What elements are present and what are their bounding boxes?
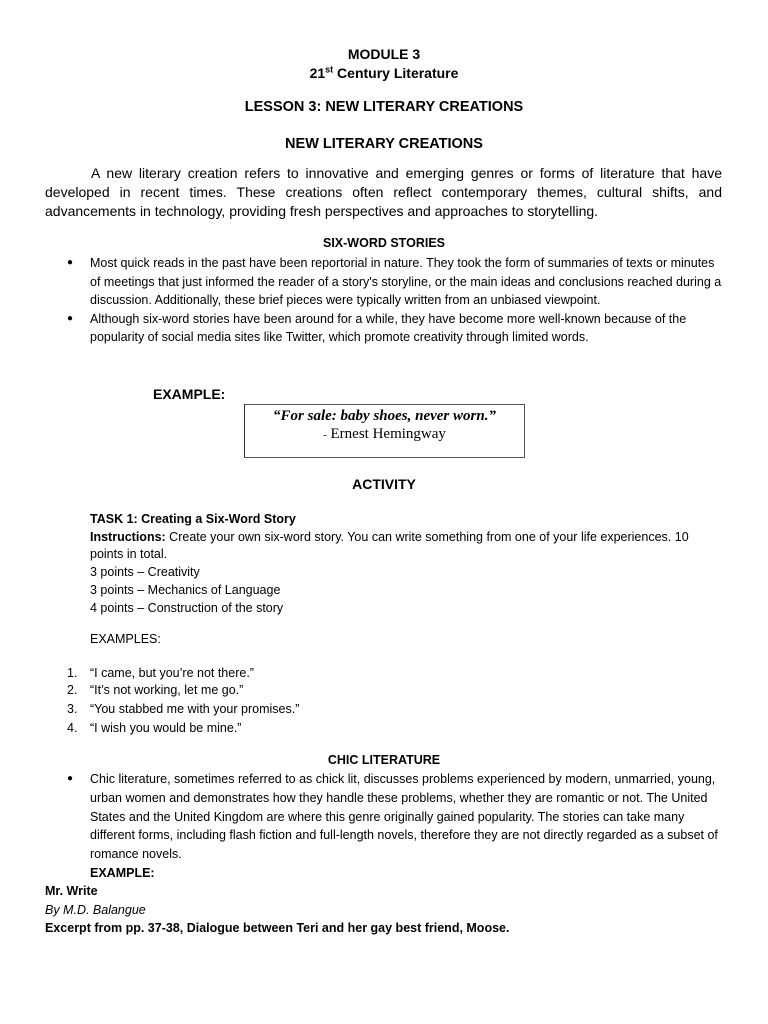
instructions-label: Instructions: xyxy=(90,529,166,544)
examples-list xyxy=(67,665,567,737)
item-number: 3. xyxy=(67,702,78,716)
examples-label: EXAMPLES: xyxy=(90,632,161,646)
module-title: MODULE 3 xyxy=(347,46,421,62)
bullet-text: Most quick reads in the past have been reportorial in nature. They took the form of summaries of texts or minutes of meetings that just informed the reader of a story's storyline, or the main ideas and conclusions reached during a discussion. Additionally, these brief pieces were typically written from an unbiased viewpoint. xyxy=(90,256,722,308)
book-title: Mr. Write xyxy=(45,884,98,898)
course-ordinal-suffix: st xyxy=(325,64,334,75)
quote-box xyxy=(244,404,525,458)
list-item xyxy=(67,665,567,682)
task-title: TASK 1: Creating a Six-Word Story xyxy=(90,512,296,526)
quote-dash: - xyxy=(323,429,327,441)
list-item xyxy=(67,720,567,737)
bullet-text: Chic literature, sometimes referred to as chick lit, discusses problems experienced by modern, unmarried, young, urban women and demonstrates how they handle these problems, whether they are romantic or not. The United States and the United Kingdom are where this genre originally gained popularity. The stories can take many different forms, including flash fiction and full-length novels, therefore they are not directly regarded as a subset of romance novels. xyxy=(90,772,718,862)
criteria-item: 3 points – Creativity xyxy=(90,565,200,580)
example-label: EXAMPLE: xyxy=(153,386,226,402)
bullet-text: Although six-word stories have been around for a while, they have become more well-known because of the popularity of social media sites like Twitter, which promote creativity through limited words. xyxy=(90,311,687,345)
bullet-icon: ● xyxy=(67,312,74,324)
chic-heading: CHIC LITERATURE xyxy=(327,753,441,767)
section-title: NEW LITERARY CREATIONS xyxy=(285,136,483,152)
list-item xyxy=(67,682,567,699)
six-word-heading: SIX-WORD STORIES xyxy=(322,236,445,250)
list-item xyxy=(67,254,727,310)
lesson-title: LESSON 3: NEW LITERARY CREATIONS xyxy=(244,99,524,115)
quote-text: “For sale: baby shoes, never worn.” xyxy=(273,408,496,424)
course-number: 21 xyxy=(309,65,326,81)
item-number: 4. xyxy=(67,721,78,735)
six-word-bullet-list xyxy=(67,254,727,347)
criteria-item: 3 points – Mechanics of Language xyxy=(90,582,281,597)
intro-paragraph xyxy=(45,164,722,221)
bullet-icon: ● xyxy=(67,257,74,268)
quote-author-name: Ernest Hemingway xyxy=(326,426,446,442)
chic-bullet-list xyxy=(67,770,727,864)
list-item xyxy=(67,701,567,718)
course-title xyxy=(0,65,768,81)
instructions xyxy=(90,529,690,564)
chic-example-label: EXAMPLE: xyxy=(90,866,155,880)
bullet-icon: ● xyxy=(67,773,74,784)
quote-author xyxy=(245,426,524,443)
instructions-text: Create your own six-word story. You can write something from one of your life experiences. 10 points in total. xyxy=(90,529,689,562)
item-text: “I wish you would be mine.” xyxy=(90,721,242,735)
task-block xyxy=(90,511,690,617)
list-item xyxy=(67,310,727,347)
item-number: 1. xyxy=(67,666,78,680)
item-number: 2. xyxy=(67,683,78,697)
excerpt-caption: Excerpt from pp. 37-38, Dialogue between Teri and her gay best friend, Moose. xyxy=(45,921,510,935)
criteria-item: 4 points – Construction of the story xyxy=(90,600,284,615)
item-text: “You stabbed me with your promises.” xyxy=(90,702,300,716)
course-name: Century Literature xyxy=(333,65,459,81)
activity-heading: ACTIVITY xyxy=(352,476,416,492)
list-item xyxy=(67,770,727,864)
book-author: By M.D. Balangue xyxy=(45,903,146,917)
item-text: “It’s not working, let me go.” xyxy=(90,683,244,697)
item-text: “I came, but you’re not there.” xyxy=(90,666,254,680)
intro-text: A new literary creation refers to innovative and emerging genres or forms of literature that have developed in recent times. These creations often reflect contemporary themes, cultural shifts, and advancements in technology, providing fresh perspectives and approaches to storytelling. xyxy=(45,165,722,219)
